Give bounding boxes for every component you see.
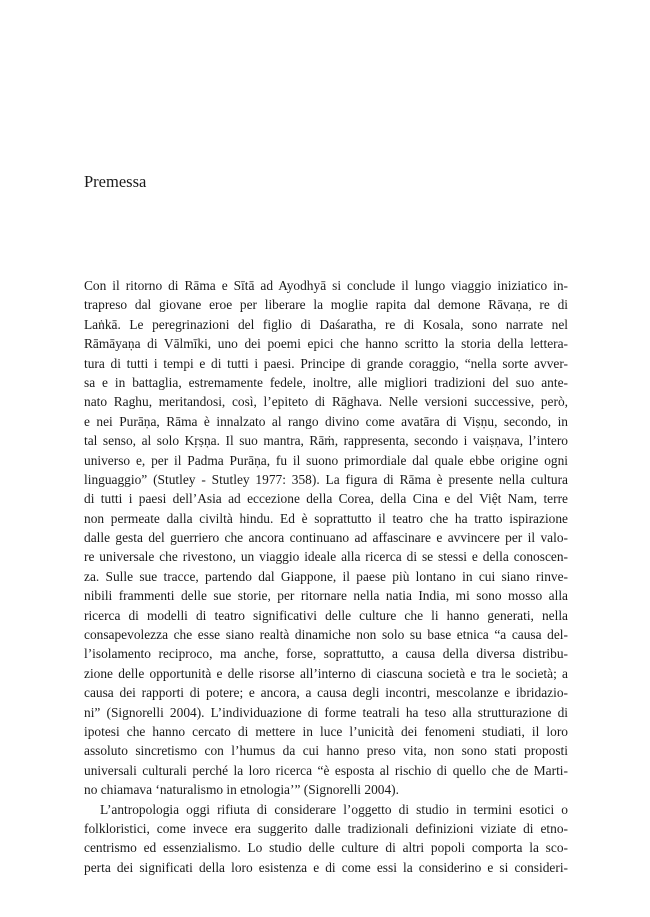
paragraph-2 <box>84 800 568 878</box>
text-line: universali culturali perché la loro ricerca “è esposta al rischio di quello che de Marti- <box>84 762 568 778</box>
text-line: Con il ritorno di Rāma e Sītā ad Ayodhyā si conclude il lungo viaggio iniziatico in- <box>84 278 568 293</box>
text-line: universo e, per il Padma Purāṇa, fu il suono primordiale dal quale ebbe origine ogni <box>84 452 568 468</box>
text-line: di tutti i paesi dell’Asia ad eccezione della Corea, della Cina e del Việt Nam, terre <box>84 491 568 507</box>
text-line: assoluto sincretismo con l’humus da cui hanno preso vita, non sono stati proposti <box>84 743 568 759</box>
text-line: e nei Purāṇa, Rāma è innalzato al rango divino come avatāra di Viṣṇu, secondo, in <box>84 413 568 429</box>
text-line: perta dei significati della loro esistenza e di come essi la considerino e si consideri- <box>84 859 568 875</box>
text-line: l’isolamento reciproco, ma anche, forse, soprattutto, a causa della diversa distribu- <box>84 646 568 662</box>
text-line: Laṅkā. Le peregrinazioni del figlio di Daśaratha, re di Kosala, sono narrate nel <box>84 316 568 332</box>
text-line: ipotesi che hanno cercato di mettere in luce l’unicità dei fenomeni studiati, il loro <box>84 723 568 739</box>
text-line: trapreso dal giovane eroe per liberare la moglie rapita dal demone Rāvaṇa, re di <box>84 297 568 313</box>
body-text <box>84 276 568 877</box>
text-line: non permeate dalla civiltà hindu. Ed è soprattutto il teatro che ha tratto ispirazione <box>84 510 568 526</box>
text-line: ni” (Signorelli 2004). L’individuazione di forme teatrali ha teso alla strutturazione di <box>84 704 568 720</box>
text-line: tal senso, al solo Kṛṣṇa. Il suo mantra, Rāṁ, rappresenta, secondo i vaiṣṇava, l’intero <box>84 433 568 449</box>
paragraph-1 <box>84 276 568 800</box>
text-line: centrismo ed essenzialismo. Lo studio delle culture di altri popoli comporta la sco- <box>84 840 568 856</box>
text-line: nibili frammenti delle sue storie, per ritornare nella natia India, mi sono mosso alla <box>84 588 568 604</box>
text-line: L’antropologia oggi rifiuta di considerare l’oggetto di studio in termini esotici o <box>100 801 568 817</box>
chapter-heading: Premessa <box>84 172 147 191</box>
text-line: dalle gesta del guerriero che ancora continuano ad affascinare e avvincere per il valo- <box>84 530 568 546</box>
text-line: zione delle opportunità e delle risorse all’interno di ciascuna società e tra le società; a <box>84 665 568 681</box>
text-line: za. Sulle sue tracce, partendo dal Giappone, il paese più lontano in cui siano rinve- <box>84 568 568 584</box>
text-line: causa dei rapporti di potere; e ancora, a causa degli incontri, mescolanze e ibridazio- <box>84 685 568 701</box>
text-line: no chiamava ‘naturalismo in etnologia’” (Signorelli 2004). <box>84 782 399 798</box>
text-line: ricerca di modelli di teatro significativi delle culture che li hanno generati, nella <box>84 607 568 623</box>
text-line: nato Raghu, meritandosi, così, l’epiteto di Rāghava. Nelle versioni successive, però, <box>84 394 568 410</box>
text-line: folkloristici, come invece era suggerito dalle tradizionali definizioni viziate di etno- <box>84 820 568 836</box>
text-line: tura di tutti i tempi e di tutti i paesi. Principe di grande coraggio, “nella sorte avver- <box>84 355 568 371</box>
text-line: re universale che rivestono, un viaggio ideale alla ricerca di se stessi e della conoscen- <box>84 549 568 565</box>
text-line: Rāmāyaṇa di Vālmīki, uno dei poemi epici che hanno scritto la storia della lettera- <box>84 336 568 352</box>
text-line: sa e in battaglia, estremamente fedele, inoltre, alle migliori tradizioni del suo ante- <box>84 374 568 390</box>
text-line: linguaggio” (Stutley - Stutley 1977: 358). La figura di Rāma è presente nella cultura <box>84 471 568 487</box>
text-line: consapevolezza che esse siano realtà dinamiche non solo su base etnica “a causa del- <box>84 627 568 643</box>
